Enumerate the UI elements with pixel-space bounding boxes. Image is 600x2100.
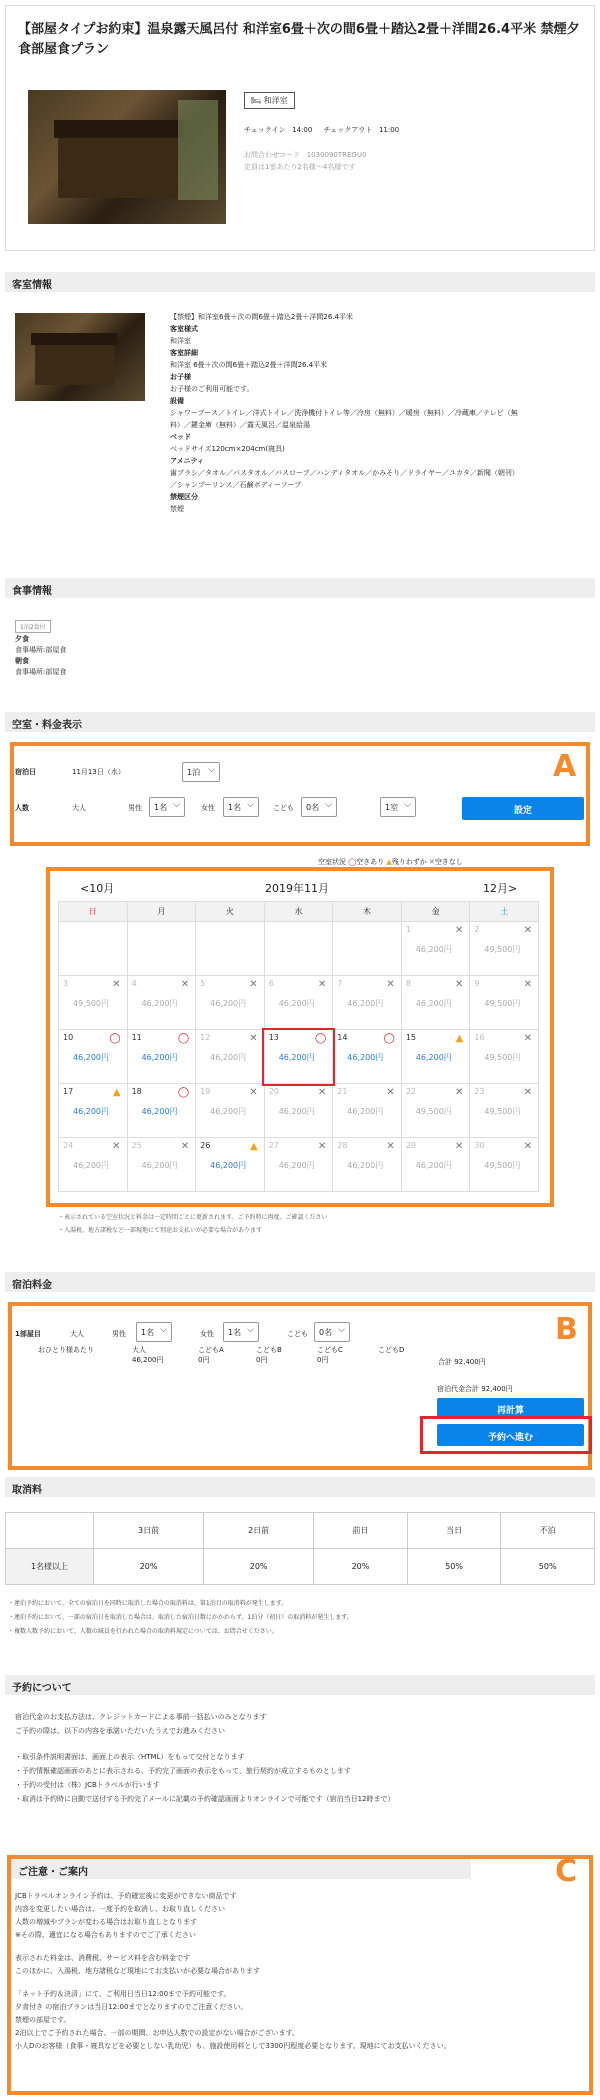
rooms-select[interactable]: 1室 ⌵	[380, 797, 416, 817]
adult-label: 大人	[72, 804, 86, 812]
notice-text: JCBトラベルオンライン予約は、予約確定後に変更ができない商品です 内容を変更したい場合は、一度予約を取消し、お取り直しください 人数の増減やプランが変わる場合はお取り直しとなります ※その際、適宜になる場合もありますのでご了承ください 表示された料金は、消費税、サービス料を含む料金です このほかに、入湯税、地方諸税など現地にてお支払いが必要な場合があります 「ネット予約＆決済」にて、ご利用日当日12:00まで予約可能です。 夕食付き の宿泊プランは当日12:00までとなりますのでご注意ください。 禁煙の部屋です。 2泊以上でご予約された場合、一部の期間、お申込人数での設定がない場合がございます。 小人Dのお客様（食事・寝具などを必要としない乳幼児）も、施設使用料として3300円程度必要となります。現地にてお支払いください。	[15, 1892, 451, 2050]
weekday-header: 土	[470, 902, 539, 922]
day-price: 46,200円	[347, 999, 384, 1008]
triangle-icon: ▲	[455, 1033, 464, 1044]
calendar-day[interactable]	[401, 1030, 470, 1084]
calendar-day	[470, 976, 539, 1030]
rates-child-label: こども	[287, 1330, 308, 1338]
cross-icon: ✕	[523, 925, 532, 936]
people-label: 人数	[15, 804, 29, 812]
meal-details: 夕食 食事場所:部屋食 朝食 食事場所:部屋食	[15, 635, 67, 676]
per-person-label: おひとり様あたり	[38, 1346, 94, 1354]
cancel-heading: 取消料	[5, 1477, 595, 1497]
calendar-day[interactable]	[196, 1138, 265, 1192]
calendar-day	[196, 976, 265, 1030]
day-number: 4	[131, 979, 137, 988]
calendar-day	[333, 1138, 402, 1192]
set-button[interactable]: 設定	[462, 797, 584, 820]
day-price: 49,500円	[484, 1107, 521, 1116]
day-price: 49,500円	[484, 945, 521, 954]
day-price: 49,500円	[415, 1107, 452, 1116]
cancel-header: 3日前	[94, 1513, 204, 1549]
calendar-next-month[interactable]: 12月>	[483, 882, 518, 895]
cancel-row-label: 1名様以上	[6, 1549, 94, 1585]
day-number: 26	[200, 1141, 211, 1150]
cancel-header: 当日	[407, 1513, 501, 1549]
day-price: 46,200円	[210, 1107, 247, 1116]
room-info-heading: 客室情報	[5, 272, 595, 292]
day-number: 20	[268, 1087, 279, 1096]
col-child-a: こどもA 0円	[198, 1346, 224, 1364]
day-number: 19	[200, 1087, 211, 1096]
checkin-date-value[interactable]: 11月13日（水）	[72, 768, 125, 776]
nights-select[interactable]: 1泊 ⌵	[182, 762, 220, 782]
cross-icon: ✕	[249, 979, 258, 990]
cross-icon: ✕	[112, 979, 121, 990]
cross-icon: ✕	[454, 979, 464, 990]
calendar-day	[333, 922, 402, 976]
day-number: 29	[405, 1141, 416, 1150]
cross-icon: ✕	[180, 979, 190, 990]
cross-icon: ✕	[180, 1141, 190, 1152]
cross-icon: ✕	[454, 1087, 464, 1098]
day-price[interactable]: 46,200円	[210, 1161, 247, 1170]
cross-icon: ✕	[317, 1141, 327, 1152]
room-type-badge	[244, 92, 295, 109]
day-number: 18	[131, 1087, 142, 1096]
rates-heading: 宿泊料金	[5, 1272, 595, 1292]
female-count-select[interactable]: 1名 ⌵	[223, 797, 259, 817]
child-label: こども	[273, 804, 294, 812]
cancel-header: 不泊	[501, 1513, 595, 1549]
day-price[interactable]: 46,200円	[73, 1053, 109, 1062]
calendar-day	[333, 976, 402, 1030]
day-number: 6	[268, 979, 274, 988]
annotation-letter-b: B	[555, 1312, 578, 1347]
rates-female-select[interactable]: 1名 ⌵	[223, 1322, 259, 1342]
calendar-grid	[58, 901, 539, 1192]
availability-legend: 空室状況 ◯空きあり ▲残りわずか ✕空きなし	[318, 858, 463, 866]
day-number: 16	[474, 1033, 485, 1042]
calendar-day	[470, 1084, 539, 1138]
calendar-day[interactable]	[127, 1084, 196, 1138]
col-adult: 大人 46,200円	[132, 1346, 164, 1364]
cross-icon: ✕	[523, 1087, 532, 1098]
reservation-heading: 予約について	[5, 1675, 595, 1695]
day-number: 22	[405, 1087, 416, 1096]
day-price: 46,200円	[415, 1161, 452, 1170]
calendar-day	[264, 1084, 333, 1138]
checkin-info: チェックイン 14:00 チェックアウト 11:00	[244, 126, 400, 134]
rates-child-select[interactable]: 0名 ⌵	[314, 1322, 350, 1342]
calendar-day	[59, 1138, 128, 1192]
day-price[interactable]: 46,200円	[141, 1053, 178, 1062]
weekday-header: 月	[127, 902, 196, 922]
cross-icon: ✕	[249, 1033, 258, 1044]
triangle-icon: ▲	[249, 1141, 258, 1152]
day-number: 2	[474, 925, 480, 934]
col-child-c: こどもC 0円	[317, 1346, 343, 1364]
circle-icon: ◯	[383, 1033, 395, 1044]
day-price: 49,500円	[484, 1053, 521, 1062]
day-price: 46,200円	[278, 1161, 315, 1170]
day-number: 1	[405, 925, 411, 934]
weekday-header: 日	[59, 902, 128, 922]
day-number: 11	[131, 1033, 142, 1042]
day-price: 49,500円	[484, 999, 521, 1008]
calendar-day[interactable]	[59, 1084, 128, 1138]
day-number: 21	[337, 1087, 348, 1096]
meal-badge: 1泊2食付	[15, 620, 51, 633]
calendar-day	[196, 1030, 265, 1084]
reservation-text: 宿泊代金のお支払方法は、クレジットカードによる事前一括払いのみとなります ご予約の際は、以下の内容を承諾いただいたうえでお進みください ・取引条件説明書面は、画面上の表示（HTML）をもって交付となります ・予約情報確認画面のあとに表示される、予約完了画面の表示をもって、旅行契約が成立するものとします ・予約の受付は（株）JCBトラベルが行います ・取消は予約時に自動で送付する予約完了メールに記載の予約確認画面よりオンラインで可能です（宿泊当日12時まで）	[15, 1713, 395, 1803]
calendar-day	[127, 1138, 196, 1192]
calendar-day	[401, 976, 470, 1030]
calendar-day	[401, 1084, 470, 1138]
cancel-header	[6, 1513, 94, 1549]
calendar-day	[59, 976, 128, 1030]
day-price: 46,200円	[210, 1053, 247, 1062]
day-price: 46,200円	[347, 1107, 384, 1116]
cross-icon: ✕	[523, 979, 532, 990]
notice-heading: ご注意・ご案内	[11, 1859, 471, 1879]
calendar-month-title: 2019年11月	[265, 882, 329, 895]
plan-header-card	[5, 5, 595, 251]
rates-male-select[interactable]: 1名 ⌵	[136, 1322, 172, 1342]
day-price: 49,500円	[73, 999, 109, 1008]
col-child-d: こどもD	[378, 1346, 405, 1354]
day-price[interactable]: 46,200円	[141, 1107, 178, 1116]
circle-icon: ◯	[315, 1033, 327, 1044]
calendar-day	[264, 1138, 333, 1192]
room-photo	[15, 313, 145, 401]
circle-icon: ◯	[109, 1033, 121, 1044]
cancel-cell: 20%	[314, 1549, 408, 1585]
calendar-day	[59, 922, 128, 976]
calendar-note-2: ・入湯税、地方諸税など一部現地にて別途お支払いが必要な場合があります	[58, 1227, 263, 1234]
cross-icon: ✕	[428, 858, 435, 866]
weekday-header: 火	[196, 902, 265, 922]
bed-icon: 🛏	[251, 96, 262, 105]
day-price: 46,200円	[278, 999, 315, 1008]
day-number: 12	[200, 1033, 211, 1042]
day-price[interactable]: 46,200円	[73, 1107, 109, 1116]
cross-icon: ✕	[317, 1087, 327, 1098]
day-price[interactable]: 46,200円	[278, 1053, 315, 1062]
day-price: 46,200円	[141, 1161, 178, 1170]
day-price: 46,200円	[278, 1107, 315, 1116]
day-number: 15	[405, 1033, 416, 1042]
day-price: 46,200円	[415, 999, 452, 1008]
plan-title: 【部屋タイプお約束】温泉露天風呂付 和洋室6畳＋次の間6畳＋踏込2畳＋洋間26.4平米 禁煙夕食部屋食プラン	[18, 22, 580, 57]
calendar-day	[470, 1030, 539, 1084]
day-number: 24	[63, 1141, 74, 1150]
child-count-select[interactable]: 0名 ⌵	[301, 797, 337, 817]
circle-icon: ◯	[348, 858, 357, 866]
rates-adult-label: 大人	[70, 1330, 84, 1338]
col-child-b: こどもB 0円	[256, 1346, 282, 1364]
cross-icon: ✕	[112, 1141, 121, 1152]
day-number: 8	[405, 979, 411, 988]
day-number: 17	[63, 1087, 74, 1096]
annotation-letter-a: A	[553, 749, 577, 784]
day-price: 49,500円	[484, 1161, 521, 1170]
cancel-cell: 50%	[501, 1549, 595, 1585]
cross-icon: ✕	[386, 979, 395, 990]
calendar-day	[127, 922, 196, 976]
day-price: 46,200円	[73, 1161, 109, 1170]
calendar-day	[196, 1084, 265, 1138]
circle-icon: ◯	[177, 1087, 190, 1098]
weekday-header: 水	[264, 902, 333, 922]
capacity-text: 定員は1室あたり2名様～4名様です	[244, 163, 356, 171]
day-number: 14	[337, 1033, 348, 1042]
availability-heading: 空室・料金表示	[5, 712, 595, 732]
cross-icon: ✕	[523, 1033, 532, 1044]
calendar-day[interactable]	[59, 1030, 128, 1084]
triangle-icon: ▲	[386, 858, 392, 866]
plan-photo	[28, 90, 226, 224]
day-price[interactable]: 46,200円	[347, 1053, 384, 1062]
cancel-fee-table	[5, 1512, 595, 1585]
calendar-day[interactable]	[264, 1030, 333, 1084]
day-number: 30	[474, 1141, 485, 1150]
cancel-header: 前日	[314, 1513, 408, 1549]
checkin-date-label: 宿泊日	[15, 768, 36, 776]
cancel-header: 2日前	[204, 1513, 314, 1549]
calendar-day	[401, 922, 470, 976]
room-details: 【禁煙】和洋室6畳＋次の間6畳＋踏込2畳＋洋間26.4平米 客室様式 和洋室 客室詳細 和洋室 6畳＋次の間6畳＋踏込2畳＋洋間26.4平米 お子様 お子様のご利用可能です。 設備 シャワーブース／トイレ／洋式トイレ／洗浄機付トイレ等／冷房（無料）／暖房（無料）／冷蔵庫／テレビ（無 料）／鍵金庫（無料）／露天風呂／温泉給湯 ベッド ベッドサイズ120cm×204cm(寝具) アメニティ 歯ブラシ／タオル／バスタオル／バスローブ／ハンディタオル／かみそり／ドライヤー／ユカタ／新聞（朝刊） ／シャンプーリンス／石鹸ボディーソープ 禁煙区分 禁煙	[170, 313, 519, 513]
cross-icon: ✕	[317, 979, 327, 990]
calendar-day	[196, 922, 265, 976]
cancel-cell: 50%	[407, 1549, 501, 1585]
calendar-day[interactable]	[333, 1030, 402, 1084]
calendar-day	[470, 922, 539, 976]
male-label: 男性	[128, 804, 142, 812]
room-1-label: 1部屋目	[15, 1330, 41, 1338]
meal-info-heading: 食事情報	[5, 578, 595, 598]
reserve-button[interactable]: 予約へ進む	[437, 1424, 584, 1446]
calendar-day	[401, 1138, 470, 1192]
day-price: 46,200円	[415, 945, 452, 954]
day-number: 7	[337, 979, 343, 988]
rates-male-label: 男性	[112, 1330, 126, 1338]
day-number: 9	[474, 979, 480, 988]
calendar-prev-month[interactable]: <10月	[80, 882, 115, 895]
circle-icon: ◯	[177, 1033, 190, 1044]
calendar-note-1: ・表示されている空室状況と料金は一定時間ごとに更新されます。ご予約時に再度、ご確認ください	[58, 1214, 328, 1221]
day-number: 5	[200, 979, 206, 988]
cross-icon: ✕	[523, 1141, 532, 1152]
day-number: 3	[63, 979, 69, 988]
day-price: 46,200円	[210, 999, 247, 1008]
grand-total: 宿泊代金合計 92,400円	[437, 1385, 513, 1393]
day-number: 25	[131, 1141, 142, 1150]
cross-icon: ✕	[454, 1141, 464, 1152]
weekday-header: 木	[333, 902, 402, 922]
cross-icon: ✕	[249, 1087, 258, 1098]
recalculate-button[interactable]: 再計算	[437, 1398, 584, 1418]
calendar-day	[264, 922, 333, 976]
calendar-day	[127, 976, 196, 1030]
calendar-day	[470, 1138, 539, 1192]
annotation-letter-c: C	[555, 1854, 578, 1889]
day-price: 46,200円	[347, 1161, 384, 1170]
cross-icon: ✕	[386, 1141, 395, 1152]
row-total: 合計 92,400円	[438, 1358, 486, 1366]
triangle-icon: ▲	[112, 1087, 121, 1098]
annotation-box-a	[10, 742, 590, 846]
calendar-day[interactable]	[127, 1030, 196, 1084]
room-type-label: 和洋室	[263, 96, 288, 105]
weekday-header: 金	[401, 902, 470, 922]
day-number: 28	[337, 1141, 348, 1150]
cross-icon: ✕	[386, 1087, 395, 1098]
male-count-select[interactable]: 1名 ⌵	[149, 797, 185, 817]
female-label: 女性	[201, 804, 215, 812]
day-price: 46,200円	[141, 999, 178, 1008]
rates-female-label: 女性	[200, 1330, 214, 1338]
day-number: 23	[474, 1087, 485, 1096]
cancel-cell: 20%	[94, 1549, 204, 1585]
cross-icon: ✕	[454, 925, 464, 936]
calendar-day	[264, 976, 333, 1030]
day-price[interactable]: 46,200円	[415, 1053, 452, 1062]
inquiry-code: お問合わせコード 1030090TREGU0	[244, 151, 367, 159]
cancel-notes: ・連泊予約において、全ての宿泊日を同時に取消した場合の取消料は、第1泊目の取消料が発生します。 ・連泊予約において、一部の宿泊日を取消した場合は、取消した宿泊日数にかかわらず、1泊分（初日）の取消料が発生します。 ・複数人数予約において、人数の減員を行われた場合の取消料規定については、お問合せください。	[8, 1600, 353, 1635]
calendar-day	[333, 1084, 402, 1138]
day-number: 10	[63, 1033, 74, 1042]
day-number: 13	[268, 1033, 279, 1042]
day-number: 27	[268, 1141, 279, 1150]
cancel-cell: 20%	[204, 1549, 314, 1585]
